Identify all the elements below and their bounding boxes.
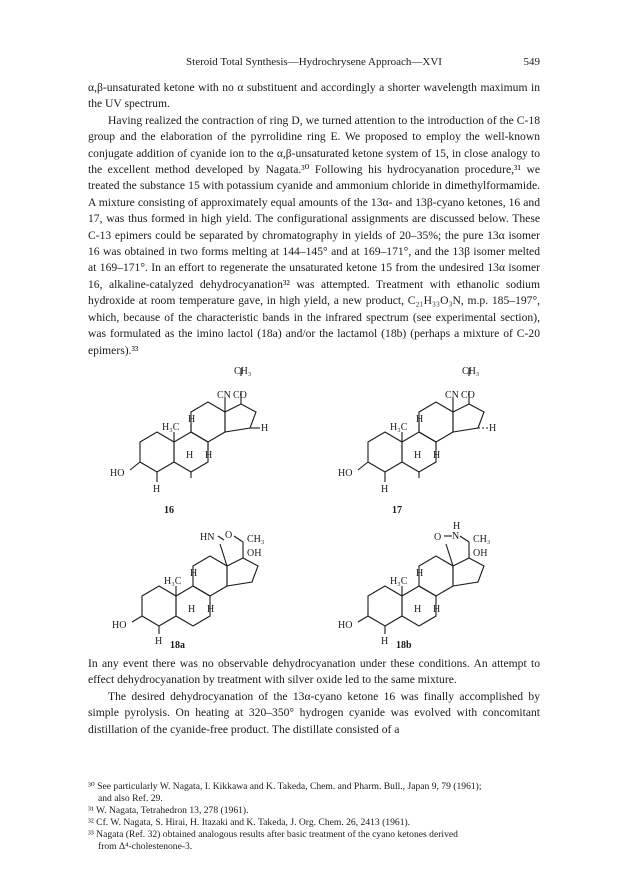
ring-a [368,586,402,626]
atom-label: H [381,484,389,495]
atom-label: H [416,568,424,579]
atom-label: H₃C [162,422,180,433]
bond [130,462,140,470]
atom-label: H [414,604,422,615]
atom-label: H₃C [390,576,408,587]
ring-c [419,556,453,596]
ring-a [142,586,176,626]
footnote-number: ³³ [88,829,94,840]
atom-label: CO [233,390,247,401]
ring-a [368,432,402,472]
footnote-number: ³² [88,817,94,828]
footnote [88,781,540,793]
atom-label: H [489,423,497,434]
compound-label: 17 [392,505,402,516]
running-title: Steroid Total Synthesis—Hydrochrysene Approach—XVI [186,56,442,68]
atom-label: H [188,604,196,615]
bond [218,536,224,540]
atom-label: OH [247,548,262,559]
atom-label: CN [217,390,231,401]
atom-label: CH₃ [462,366,480,377]
atom-label: CH₃ [247,534,265,545]
footnote-text: W. Nagata, Tetrahedron 13, 278 (1961). [96,805,249,816]
atom-label: H [414,450,422,461]
atom-label: CH₃ [473,534,491,545]
bond [460,536,469,542]
atom-label: H [186,450,194,461]
compound-label: 18b [396,640,412,651]
bond [234,536,243,542]
structure-18b [328,522,508,650]
footnote-number: ³¹ [88,805,94,816]
atom-label: N [452,531,460,542]
paragraph: The desired dehydrocyanation of the 13α-cyano ketone 16 was finally accomplished by simple pyrolysis. On heating at 320–350° hydrogen cyanide was evolved with concomitant distillation of the cyanide-free product. The distillate consisted of a [88,689,540,736]
running-header [88,56,540,72]
footnotes [88,781,540,853]
atom-label: H [190,568,198,579]
atom-label: H₃C [164,576,182,587]
bond [132,616,142,622]
ring-d [453,558,484,586]
atom-label: HN [200,532,215,543]
structure-17 [328,358,508,518]
footnote [88,829,540,841]
structure-18a [102,522,282,650]
atom-label: H [433,450,441,461]
bond [358,616,368,622]
atom-label: H [207,604,215,615]
atom-label: H [381,636,389,647]
ring-a [140,432,174,472]
atom-label: H [416,414,424,425]
atom-label: H [188,414,196,425]
atom-label: OH [473,548,488,559]
footnote-continuation: from Δ⁴-cholestenone-3. [98,841,193,852]
footnote-number: ³⁰ [88,781,95,792]
atom-label: H [453,521,461,532]
atom-label: H [153,484,161,495]
atom-label: H [433,604,441,615]
body-text-bottom [88,656,540,738]
atom-label: H₃C [390,422,408,433]
atom-label: CO [461,390,475,401]
compound-label: 18a [170,640,185,651]
body-text-top [88,80,540,359]
atom-label: H [155,636,163,647]
atom-label: HO [338,620,353,631]
structure-16 [100,358,280,518]
atom-label: O [434,532,442,543]
footnote-continuation: and also Ref. 29. [98,793,163,804]
atom-label: O [225,530,233,541]
paragraph: Having realized the contraction of ring D, we turned attention to the introduction of the C-18 group and the elaboration of the pyrrolidine ring E. We proposed to employ the well-known conjugate addition of cyanide ion to the α,β-unsaturated ketone system of 15, in close analogy to the excellent method developed by Nagata.³⁰ Following his hydrocyanation procedure,³¹ we treated the substance 15 with potassium cyanide and ammonium chloride in dimethylformamide. A mixture consisting of approximately equal amounts of the 13α- and 13β-cyano ketones, 16 and 17, was thus formed in high yield. The configurational assignments are discussed below. These C-13 epimers could be separated by chromatography in yields of 20–35%; the pure 13α isomer 16 was obtained in two forms melting at 144–145° and at 169–171°, and the 13β isomer melted at 169–171°. In an effort to regenerate the unsaturated ketone 15 from the undesired 13α isomer 16, alkaline-catalyzed dehydrocyanation³² was attempted. Treatment with ethanolic sodium hydroxide at room temperature gave, in high yield, a new product, C₂₁H₃₃O₃N, m.p. 185–197°, which, because of the characteristic bands in the infrared spectrum (see experimental section), was formulated as the imino lactol (18a) and/or the lactamol (18b) (perhaps a mixture of C-20 epimers).³³ [88,113,540,357]
ring-c [419,402,453,442]
atom-label: HO [110,468,125,479]
paragraph: α,β-unsaturated ketone with no α substituent and accordingly a shorter wavelength maximum in the UV spectrum. [88,81,540,111]
paragraph: In any event there was no observable dehydrocyanation under these conditions. An attempt to effect dehydrocyanation by treatment with silver oxide led to the same mixture. [88,657,540,687]
bond [358,462,368,470]
atom-label: CH₃ [234,366,252,377]
ring-c [191,402,225,442]
ring-c [193,556,227,596]
ring-d [227,558,258,586]
footnote-text: See particularly W. Nagata, I. Kikkawa and K. Takeda, Chem. and Pharm. Bull., Japan 9, 79 (1961); [97,781,482,792]
atom-label: HO [112,620,127,631]
atom-label: H [261,423,269,434]
atom-label: CN [445,390,459,401]
footnote [88,805,540,817]
page-number: 549 [523,56,540,68]
atom-label: H [205,450,213,461]
footnote-text: Nagata (Ref. 32) obtained analogous results after basic treatment of the cyano ketones derived [96,829,458,840]
compound-label: 16 [164,505,174,516]
footnote-text: Cf. W. Nagata, S. Hirai, H. Itazaki and K. Takeda, J. Org. Chem. 26, 2413 (1961). [96,817,411,828]
footnote [88,817,540,829]
atom-label: HO [338,468,353,479]
